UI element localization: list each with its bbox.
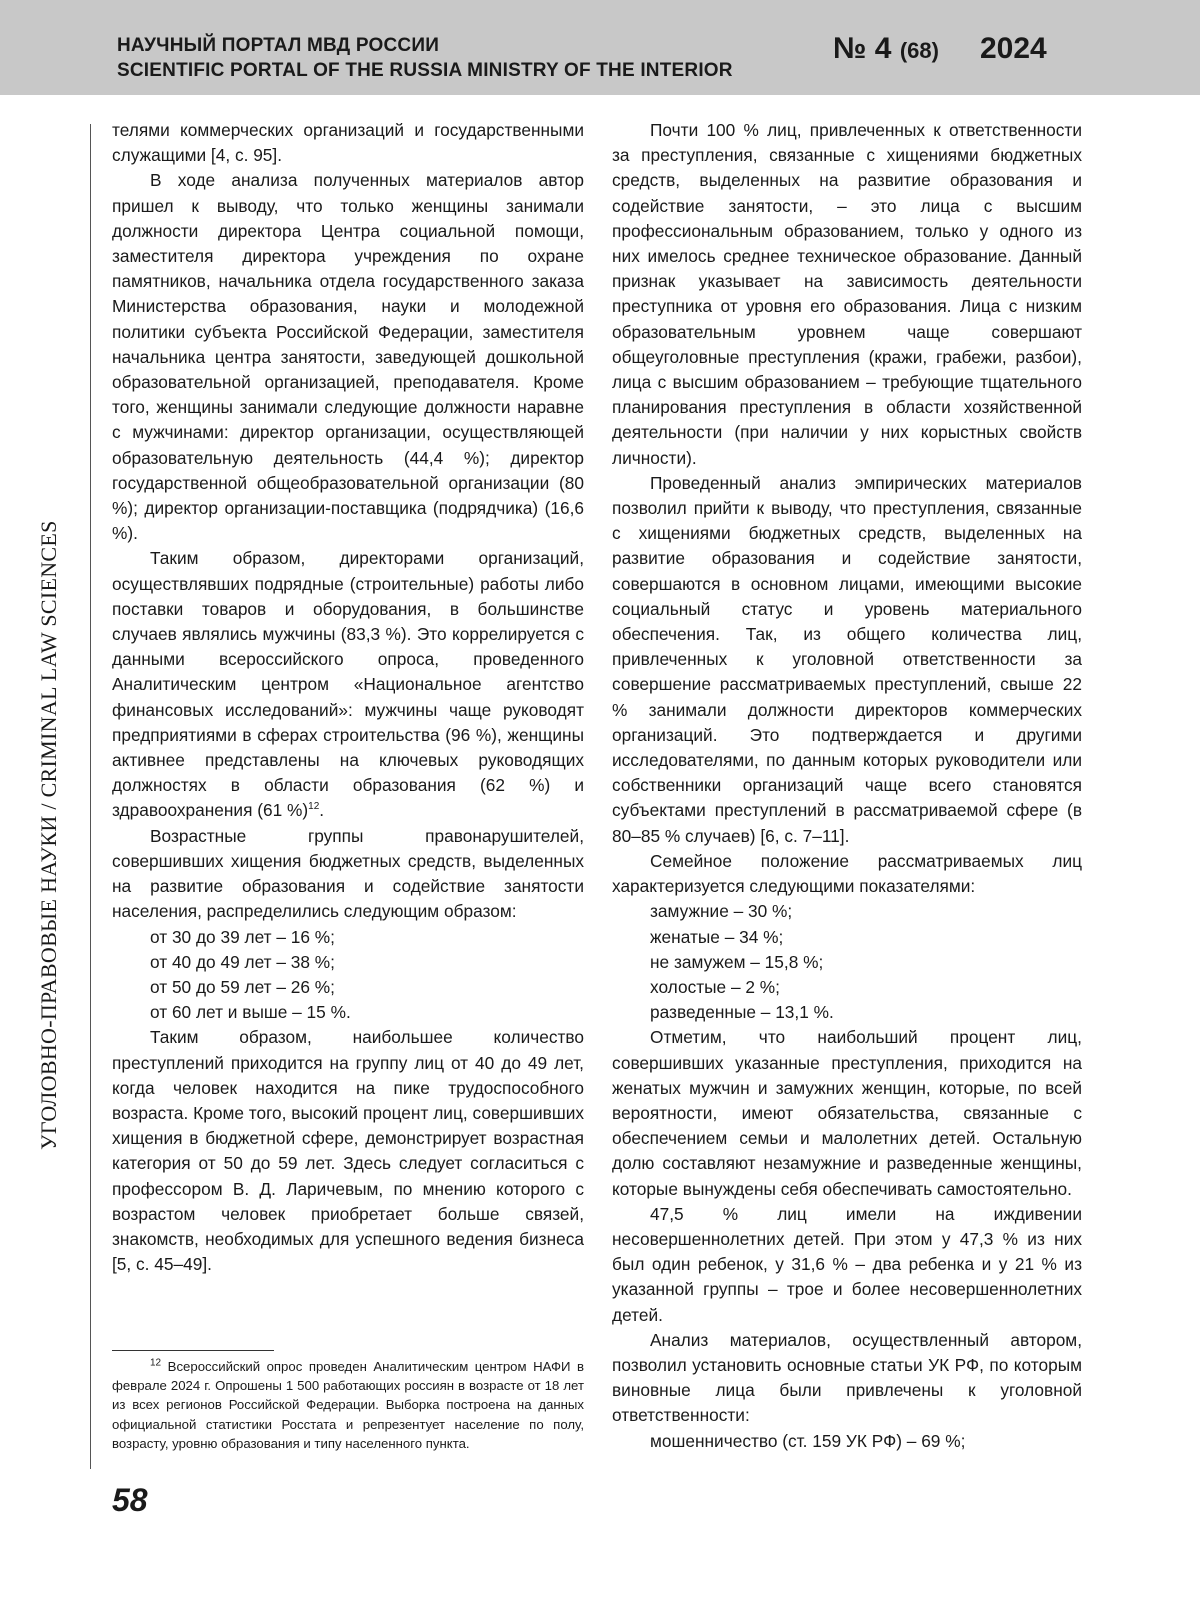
list-item: не замужем – 15,8 %; bbox=[650, 951, 824, 972]
issue-no: № 4 bbox=[833, 32, 892, 65]
footnote-reference: 12 bbox=[308, 801, 320, 813]
vertical-divider bbox=[90, 124, 91, 1469]
paragraph: Анализ материалов, осуществленный автором, позволил установить основные статьи УК РФ, по которым виновные лица были привлечены к уголовной ответственности: bbox=[612, 1329, 1082, 1426]
footnote-text: Всероссийский опрос проведен Аналитическим центром НАФИ в феврале 2024 г. Опрошены 1 500 работающих россиян в возрасте от 18 лет из всех регионов Российской Федерации. Выборка построена на данных официальной статистики Росстата и репрезентует население по полу, возрасту, уровню образования и типу населенного пункта. bbox=[112, 1359, 584, 1451]
journal-title-en: SCIENTIFIC PORTAL OF THE RUSSIA MINISTRY OF THE INTERIOR bbox=[117, 60, 733, 81]
paragraph: Отметим, что наибольший процент лиц, совершивших указанные преступления, приходится на женатых мужчин и замужних женщин, которые, по всей вероятности, имеют обязательства, связанные с обеспечением семьи и малолетних детей. Остальную долю составляют незамужние и разведенные женщины, которые вынуждены себя обеспечивать самостоятельно. bbox=[612, 1027, 1082, 1199]
right-text-column bbox=[612, 118, 1082, 1454]
list-item: от 40 до 49 лет – 38 %; bbox=[150, 951, 335, 972]
paragraph: В ходе анализа полученных материалов автор пришел к выводу, что только женщины занимали должности директора Центра социальной помощи, заместителя директора учреждения по охране памятников, начальника отдела государственного заказа Министерства образования, науки и молодежной политики субъекта Российской Федерации, заместителя начальника центра занятости, заведующей дошкольной образовательной организацией, преподавателя. Кроме того, женщины занимали следующие должности наравне с мужчинами: директор организации, осуществляющей образовательную деятельность (44,4 %); директор государственной общеобразовательной организации (80 %); директор организации-поставщика (подрядчика) (16,6 %). bbox=[112, 170, 584, 544]
list-item: от 30 до 39 лет – 16 %; bbox=[150, 926, 335, 947]
journal-header bbox=[0, 0, 1200, 95]
paragraph: Проведенный анализ эмпирических материалов позволил прийти к выводу, что преступления, связанные с хищениями бюджетных средств, выделенных на развитие образования и содействие занятости, совершаются в основном лицами, имеющими высокие социальный статус и уровень материального обеспечения. Так, из общего количества лиц, привлеченных к уголовной ответственности за совершение рассматриваемых преступлений, свыше 22 % занимали должности директоров коммерческих организаций. Это подтверждается и другими исследователями, по данным которых руководители или собственники организаций чаще всего становятся субъектами преступлений в рассматриваемой сфере (в 80–85 % случаев) [6, с. 7–11]. bbox=[612, 472, 1082, 846]
paragraph: Таким образом, директорами организаций, осуществлявших подрядные (строительные) работы либо поставки товаров и оборудования, в большинстве случаев являлись мужчины (83,3 %). Это коррелируется с данными всероссийского опроса, проведенного Аналитическим центром «Национальное агентство финансовых исследований»: мужчины чаще руководят предприятиями в сферах строительства (96 %), женщины активнее представлены на ключевых руководящих должностях в области образования (62 %) и здравоохранения (61 %)$^{12}$. bbox=[112, 548, 584, 821]
issue-total: (68) bbox=[899, 38, 939, 63]
list-item: от 50 до 59 лет – 26 %; bbox=[150, 976, 335, 997]
list-item: мошенничество (ст. 159 УК РФ) – 69 %; bbox=[650, 1430, 966, 1451]
paragraph: Почти 100 % лиц, привлеченных к ответственности за преступления, связанные с хищениями бюджетных средств, выделенных на развитие образования и содействие занятости, – это лица с высшим профессиональным образованием, только у одного из них имелось среднее техническое образование. Данный признак указывает на зависимость деятельности преступника от уровня его образования. Лица с низким образовательным уровнем чаще совершают общеуголовные преступления (кражи, грабежи, разбои), лица с высшим образованием – требующие тщательного планирования преступления в области хозяйственной деятельности (при наличии у них корыстных свойств личности). bbox=[612, 120, 1082, 468]
left-text-column bbox=[112, 118, 584, 1277]
paragraph: Таким образом, наибольшее количество преступлений приходится на группу лиц от 40 до 49 лет, когда человек находится на пике трудоспособного возраста. Кроме того, высокий процент лиц, совершивших хищения в бюджетной сфере, демонстрирует возрастная категория от 50 до 59 лет. Здесь следует согласиться с профессором В. Д. Ларичевым, по мнению которого с возрастом человек приобретает больше связей, знакомств, необходимых для успешного ведения бизнеса [5, с. 45–49]. bbox=[112, 1027, 584, 1275]
list-item: от 60 лет и выше – 15 %. bbox=[150, 1002, 351, 1023]
list-item: разведенные – 13,1 %. bbox=[650, 1002, 834, 1023]
issue-year: 2024 bbox=[980, 32, 1047, 65]
paragraph: телями коммерческих организаций и государственными служащими [4, с. 95]. bbox=[112, 120, 584, 166]
footnote-divider bbox=[112, 1350, 274, 1351]
paragraph: 47,5 % лиц имели на иждивении несовершеннолетних детей. При этом у 47,3 % из них был один ребенок, у 31,6 % – два ребенка и у 21 % из указанной группы – трое и более несовершеннолетних детей. bbox=[612, 1203, 1082, 1325]
section-title-vertical: УГОЛОВНО-ПРАВОВЫЕ НАУКИ / CRIMINAL LAW SCIENCES bbox=[36, 520, 61, 1150]
list-item: холостые – 2 %; bbox=[650, 976, 780, 997]
list-item: замужние – 30 %; bbox=[650, 901, 793, 922]
paragraph: Семейное положение рассматриваемых лиц характеризуется следующими показателями: bbox=[612, 850, 1082, 897]
list-item: женатые – 34 %; bbox=[650, 926, 784, 947]
page-number: 58 bbox=[112, 1482, 148, 1518]
issue-number bbox=[833, 32, 939, 66]
journal-title-ru: НАУЧНЫЙ ПОРТАЛ МВД РОССИИ bbox=[117, 35, 440, 56]
paragraph: Возрастные группы правонарушителей, совершивших хищения бюджетных средств, выделенных на развитие образования и содействие занятости населения, распределились следующим образом: bbox=[112, 825, 584, 922]
footnote-marker: 12 bbox=[150, 1357, 162, 1369]
paragraph-text: Таким образом, директорами организаций, осуществлявших подрядные (строительные) работы либо поставки товаров и оборудования, в большинстве случаев являлись мужчины (83,3 %). Это коррелируется с данными всероссийского опроса, проведенного Аналитическим центром «Национальное агентство финансовых исследований»: мужчины чаще руководят предприятиями в сферах строительства (96 %), женщины активнее представлены на ключевых руководящих должностях в области образования (62 %) и здравоохранения (61 %) bbox=[112, 548, 584, 821]
footnote bbox=[112, 1357, 584, 1453]
